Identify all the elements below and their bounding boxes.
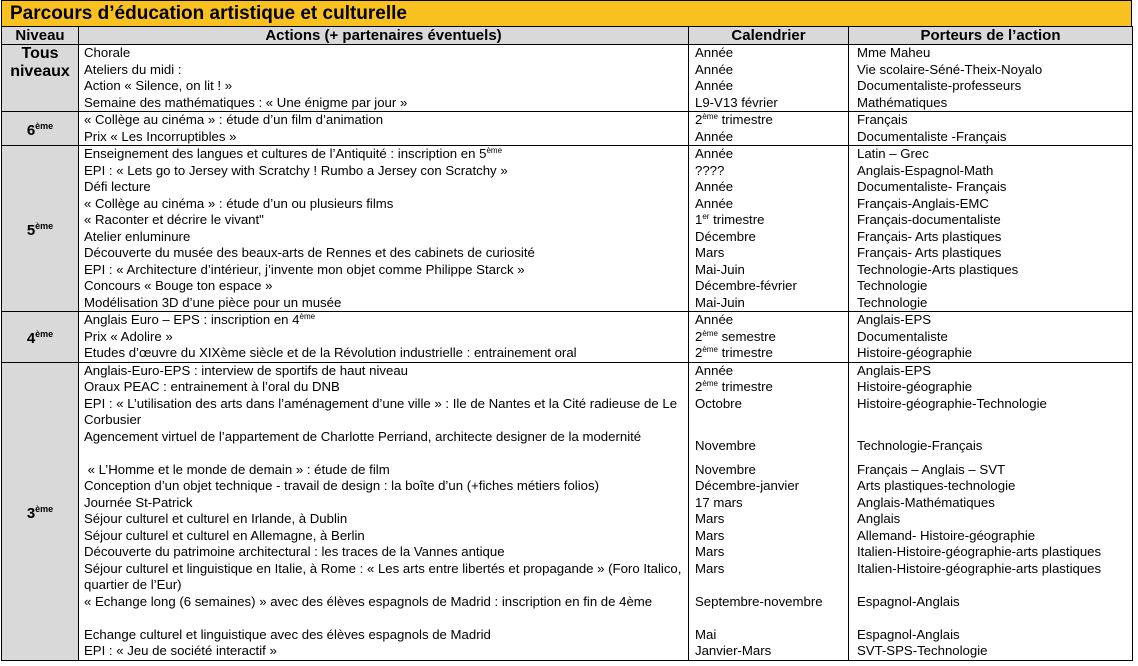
level-section xyxy=(2,112,1133,146)
calendrier-text: semestre xyxy=(717,328,776,344)
calendrier-number: 2 xyxy=(695,112,703,127)
porteurs-item xyxy=(857,495,1132,512)
calendrier-item xyxy=(695,278,848,295)
calendrier-item xyxy=(695,627,848,644)
calendrier-text: L9-V13 février xyxy=(695,94,778,110)
calendrier-number: 1 xyxy=(695,212,703,227)
porteurs-text: Vie scolaire-Séné-Theix-Noyalo xyxy=(857,61,1043,77)
calendrier-item xyxy=(695,78,848,95)
action-item xyxy=(84,429,688,462)
porteurs-cell xyxy=(849,45,1133,112)
calendrier-text: Octobre xyxy=(695,395,742,411)
action-item xyxy=(84,495,688,512)
porteurs-item xyxy=(857,146,1132,163)
action-text: Découverte du patrimoine architectural : les traces de la Vannes antique xyxy=(84,544,505,559)
action-text: EPI : « Lets go to Jersey with Scratchy ! Rumbo a Jersey con Scratchy » xyxy=(84,162,508,178)
porteurs-text: Français-documentaliste xyxy=(857,212,1001,227)
action-item xyxy=(84,278,688,295)
porteurs-text: Histoire-géographie xyxy=(857,379,973,394)
action-item xyxy=(84,95,688,112)
porteurs-text: Mathématiques xyxy=(857,94,948,110)
action-text: « Echange long (6 semaines) » avec des élèves espagnols de Madrid : inscription en fin de 4ème xyxy=(84,593,653,609)
calendrier-text: Décembre xyxy=(695,228,756,244)
calendrier-text: Mars xyxy=(695,511,725,526)
calendrier-suffix: er xyxy=(702,212,710,221)
porteurs-item xyxy=(857,278,1132,295)
porteurs-text: Mme Maheu xyxy=(857,45,931,60)
porteurs-text: Anglais-EPS xyxy=(857,312,932,327)
action-text: EPI : « Jeu de société interactif » xyxy=(84,643,277,658)
action-text: Défi lecture xyxy=(84,179,151,194)
porteurs-text: Espagnol-Anglais xyxy=(857,593,960,609)
calendrier-item xyxy=(695,95,848,112)
action-item xyxy=(84,363,688,380)
calendrier-text: Novembre xyxy=(695,437,756,453)
action-item xyxy=(84,528,688,545)
calendrier-item xyxy=(695,179,848,196)
porteurs-text: Français – Anglais – SVT xyxy=(857,461,1006,477)
porteurs-text: Italien-Histoire-géographie-arts plastiques xyxy=(857,560,1102,576)
calendrier-item xyxy=(695,62,848,79)
action-text: « Raconter et décrire le vivant" xyxy=(84,212,264,227)
porteurs-text: Documentaliste xyxy=(857,328,948,344)
calendrier-item xyxy=(695,229,848,246)
header-actions: Actions (+ partenaires éventuels) xyxy=(79,27,689,45)
calendrier-item xyxy=(695,329,848,346)
calendrier-text: Mai-Juin xyxy=(695,294,745,310)
action-text: Modélisation 3D d’une pièce pour un musée xyxy=(84,294,342,310)
action-text: Séjour culturel et linguistique en Italie, à Rome : « Les arts entre libertés et propagande » (Foro Italico, quartier de l’Eur) xyxy=(84,560,686,592)
header-niveau: Niveau xyxy=(2,27,79,45)
calendrier-text: Novembre xyxy=(695,461,756,477)
calendrier-item xyxy=(695,45,848,62)
action-item xyxy=(84,627,688,644)
header-calendrier: Calendrier xyxy=(689,27,849,45)
porteurs-text: Anglais-Espagnol-Math xyxy=(857,162,994,178)
level-section xyxy=(2,312,1133,363)
action-text: Ateliers du midi : xyxy=(84,61,182,77)
action-text: EPI : « L’utilisation des arts dans l’aménagement d’une ville » : Ile de Nantes et la Cité radieuse de Le Corbusier xyxy=(84,395,681,427)
porteurs-text: Documentaliste-professeurs xyxy=(857,78,1022,93)
calendrier-number: 2 xyxy=(695,328,703,344)
action-item xyxy=(84,62,688,79)
header-row xyxy=(2,27,1133,45)
action-item xyxy=(84,45,688,62)
calendrier-item xyxy=(695,528,848,545)
calendrier-item xyxy=(695,594,848,627)
level-label: 5 xyxy=(26,222,36,239)
calendrier-item xyxy=(695,146,848,163)
porteurs-item xyxy=(857,179,1132,196)
porteurs-item xyxy=(857,511,1132,528)
calendrier-text: Mars xyxy=(695,527,725,543)
actions-cell xyxy=(79,312,689,363)
porteurs-item xyxy=(857,62,1132,79)
calendrier-text: trimestre xyxy=(717,379,773,394)
porteurs-item xyxy=(857,379,1132,396)
calendrier-text: Mai xyxy=(695,626,717,642)
action-text: « Collège au cinéma » : étude d’un film d’animation xyxy=(84,112,384,127)
calendrier-item xyxy=(695,396,848,429)
calendrier-text: trimestre xyxy=(717,112,773,127)
level-suffix: ème xyxy=(35,221,54,231)
calendrier-text: Année xyxy=(695,362,734,378)
calendrier-number: 2 xyxy=(695,345,703,360)
porteurs-text: Documentaliste- Français xyxy=(857,179,1007,194)
porteurs-text: Français-Anglais-EMC xyxy=(857,195,989,211)
level-section xyxy=(2,45,1133,112)
calendrier-item xyxy=(695,511,848,528)
action-text: EPI : « Architecture d’intérieur, j’invente mon objet comme Philippe Starck » xyxy=(84,261,525,277)
porteurs-item xyxy=(857,462,1132,479)
calendrier-item xyxy=(695,561,848,594)
action-item xyxy=(84,295,688,312)
porteurs-cell xyxy=(849,362,1133,660)
calendrier-number: 2 xyxy=(695,379,703,394)
level-cell xyxy=(2,112,79,146)
calendrier-item xyxy=(695,196,848,213)
porteurs-item xyxy=(857,363,1132,380)
porteurs-text: Documentaliste -Français xyxy=(857,128,1007,144)
porteurs-text: SVT-SPS-Technologie xyxy=(857,643,988,658)
calendrier-item xyxy=(695,462,848,479)
action-text: Prix « Les Incorruptibles » xyxy=(84,128,237,144)
calendrier-text: Année xyxy=(695,61,734,77)
level-section xyxy=(2,362,1133,660)
calendrier-text: trimestre xyxy=(709,212,765,227)
porteurs-item xyxy=(857,429,1132,462)
porteurs-item xyxy=(857,544,1132,561)
calendrier-item xyxy=(695,295,848,312)
calendrier-text: Mai-Juin xyxy=(695,261,745,277)
porteurs-item xyxy=(857,396,1132,429)
porteurs-text: Italien-Histoire-géographie-arts plastiques xyxy=(857,544,1102,559)
porteurs-text: Histoire-géographie xyxy=(857,345,973,360)
calendrier-text: Décembre-janvier xyxy=(695,478,800,493)
calendrier-text: Année xyxy=(695,128,734,144)
porteurs-cell xyxy=(849,112,1133,146)
porteurs-text: Français- Arts plastiques xyxy=(857,228,1002,244)
calendrier-suffix: ème xyxy=(702,328,718,338)
calendrier-item xyxy=(695,212,848,229)
porteurs-item xyxy=(857,112,1132,129)
porteurs-item xyxy=(857,561,1132,594)
porteurs-item xyxy=(857,163,1132,180)
action-item xyxy=(84,511,688,528)
porteurs-text: Latin – Grec xyxy=(857,146,929,161)
calendrier-suffix: ème xyxy=(702,345,718,354)
action-item xyxy=(84,329,688,346)
calendrier-text: ???? xyxy=(695,162,725,178)
porteurs-item xyxy=(857,312,1132,329)
calendrier-text: Année xyxy=(695,78,734,93)
calendrier-text: Année xyxy=(695,146,734,161)
action-text: Chorale xyxy=(84,45,131,60)
action-text: Anglais Euro – EPS : inscription en 4 xyxy=(84,312,300,327)
calendrier-item xyxy=(695,245,848,262)
porteurs-item xyxy=(857,45,1132,62)
porteurs-item xyxy=(857,528,1132,545)
action-text: Séjour culturel et culturel en Irlande, à Dublin xyxy=(84,511,348,526)
calendrier-item xyxy=(695,112,848,129)
action-text: Enseignement des langues et cultures de l’Antiquité : inscription en 5 xyxy=(84,146,487,161)
action-text: « L’Homme et le monde de demain » : étude de film xyxy=(84,461,390,477)
calendrier-text: Décembre-février xyxy=(695,278,797,293)
action-item xyxy=(84,112,688,129)
level-label: 6 xyxy=(26,122,36,139)
calendrier-text: Année xyxy=(695,179,734,194)
porteurs-cell xyxy=(849,146,1133,312)
action-text: Atelier enluminure xyxy=(84,228,191,244)
porteurs-text: Allemand- Histoire-géographie xyxy=(857,527,1036,543)
calendrier-item xyxy=(695,312,848,329)
porteurs-item xyxy=(857,478,1132,495)
action-item xyxy=(84,78,688,95)
porteurs-text: Français- Arts plastiques xyxy=(857,245,1002,260)
calendrier-cell xyxy=(689,312,849,363)
calendrier-suffix: ème xyxy=(702,379,718,388)
action-text: Prix « Adolire » xyxy=(84,328,173,344)
calendrier-cell xyxy=(689,112,849,146)
level-section xyxy=(2,146,1133,312)
porteurs-item xyxy=(857,229,1132,246)
calendrier-cell xyxy=(689,45,849,112)
porteurs-item xyxy=(857,345,1132,362)
action-item xyxy=(84,212,688,229)
calendrier-item xyxy=(695,478,848,495)
action-text: Oraux PEAC : entrainement à l’oral du DNB xyxy=(84,379,340,394)
action-text: Anglais-Euro-EPS : interview de sportifs de haut niveau xyxy=(84,362,408,378)
action-text: Séjour culturel et culturel en Allemagne, à Berlin xyxy=(84,527,365,543)
porteurs-item xyxy=(857,627,1132,644)
action-item xyxy=(84,262,688,279)
calendrier-item xyxy=(695,495,848,512)
action-suffix: ème xyxy=(486,146,503,155)
level-label: 4 xyxy=(26,330,36,348)
action-item xyxy=(84,561,688,594)
action-item xyxy=(84,229,688,246)
level-cell xyxy=(2,362,79,660)
porteurs-text: Technologie-Français xyxy=(857,437,983,453)
action-item xyxy=(84,129,688,146)
calendrier-text: Janvier-Mars xyxy=(695,643,772,658)
action-text: Agencement virtuel de l’appartement de Charlotte Perriand, architecte designer de la modernité xyxy=(84,428,642,444)
porteurs-item xyxy=(857,594,1132,627)
action-item xyxy=(84,594,688,627)
action-suffix: ème xyxy=(299,312,316,321)
porteurs-text: Anglais-EPS xyxy=(857,362,932,378)
porteurs-item xyxy=(857,295,1132,312)
porteurs-text: Technologie-Arts plastiques xyxy=(857,261,1019,277)
porteurs-item xyxy=(857,196,1132,213)
calendrier-item xyxy=(695,544,848,561)
porteurs-text: Français xyxy=(857,112,908,127)
document-page xyxy=(1,0,1132,661)
calendrier-text: Mars xyxy=(695,544,725,559)
peac-table xyxy=(1,26,1133,661)
action-item xyxy=(84,345,688,362)
level-cell xyxy=(2,312,79,363)
action-text: « Collège au cinéma » : étude d’un ou plusieurs films xyxy=(84,195,394,211)
action-item xyxy=(84,245,688,262)
calendrier-text: 17 mars xyxy=(695,494,743,510)
actions-cell xyxy=(79,362,689,660)
calendrier-item xyxy=(695,643,848,660)
calendrier-item xyxy=(695,163,848,180)
porteurs-text: Anglais xyxy=(857,511,901,526)
level-suffix: ème xyxy=(35,329,54,340)
porteurs-text: Arts plastiques-technologie xyxy=(857,478,1016,493)
calendrier-text: trimestre xyxy=(717,345,773,360)
action-text: Action « Silence, on lit ! » xyxy=(84,78,233,93)
calendrier-text: Septembre-novembre xyxy=(695,593,823,609)
porteurs-item xyxy=(857,78,1132,95)
calendrier-text: Année xyxy=(695,195,734,211)
porteurs-item xyxy=(857,245,1132,262)
action-item xyxy=(84,196,688,213)
calendrier-text: Année xyxy=(695,312,734,327)
action-item xyxy=(84,312,688,329)
porteurs-item xyxy=(857,129,1132,146)
calendrier-item xyxy=(695,129,848,146)
action-item xyxy=(84,544,688,561)
actions-cell xyxy=(79,146,689,312)
calendrier-item xyxy=(695,262,848,279)
action-item xyxy=(84,163,688,180)
calendrier-text: Mars xyxy=(695,560,725,576)
action-item xyxy=(84,396,688,429)
porteurs-cell xyxy=(849,312,1133,363)
calendrier-cell xyxy=(689,146,849,312)
calendrier-text: Mars xyxy=(695,245,725,260)
level-label: 3 xyxy=(26,504,36,522)
level-suffix: ème xyxy=(35,121,54,131)
action-text: Conception d’un objet technique - travail de design : la boîte d’un (+fiches métiers folios) xyxy=(84,478,599,493)
porteurs-text: Histoire-géographie-Technologie xyxy=(857,395,1047,411)
action-text: Journée St-Patrick xyxy=(84,494,193,510)
action-text: Découverte du musée des beaux-arts de Rennes et des cabinets de curiosité xyxy=(84,245,535,260)
action-text: Semaine des mathématiques : « Une énigme par jour » xyxy=(84,94,408,110)
calendrier-suffix: ème xyxy=(702,112,718,121)
action-text: Echange culturel et linguistique avec des élèves espagnols de Madrid xyxy=(84,626,491,642)
document-title: Parcours d’éducation artistique et culturelle xyxy=(1,0,1132,26)
porteurs-text: Technologie xyxy=(857,278,928,293)
porteurs-text: Anglais-Mathématiques xyxy=(857,494,995,510)
porteurs-item xyxy=(857,95,1132,112)
level-label: Tous niveaux xyxy=(10,45,70,80)
porteurs-item xyxy=(857,329,1132,346)
level-cell xyxy=(2,45,79,112)
porteurs-item xyxy=(857,262,1132,279)
action-item xyxy=(84,643,688,660)
header-porteurs: Porteurs de l’action xyxy=(849,27,1133,45)
level-suffix: ème xyxy=(35,503,54,514)
actions-cell xyxy=(79,45,689,112)
action-item xyxy=(84,179,688,196)
action-item xyxy=(84,478,688,495)
action-item xyxy=(84,379,688,396)
calendrier-text: Année xyxy=(695,45,734,60)
actions-cell xyxy=(79,112,689,146)
calendrier-item xyxy=(695,345,848,362)
porteurs-text: Technologie xyxy=(857,294,928,310)
action-text: Concours « Bouge ton espace » xyxy=(84,278,273,293)
porteurs-item xyxy=(857,212,1132,229)
calendrier-cell xyxy=(689,362,849,660)
action-text: Etudes d’œuvre du XIXème siècle et de la Révolution industrielle : entrainement oral xyxy=(84,345,577,360)
calendrier-item xyxy=(695,379,848,396)
porteurs-text: Espagnol-Anglais xyxy=(857,626,960,642)
action-item xyxy=(84,462,688,479)
action-item xyxy=(84,146,688,163)
calendrier-item xyxy=(695,429,848,462)
calendrier-item xyxy=(695,363,848,380)
porteurs-item xyxy=(857,643,1132,660)
level-cell xyxy=(2,146,79,312)
